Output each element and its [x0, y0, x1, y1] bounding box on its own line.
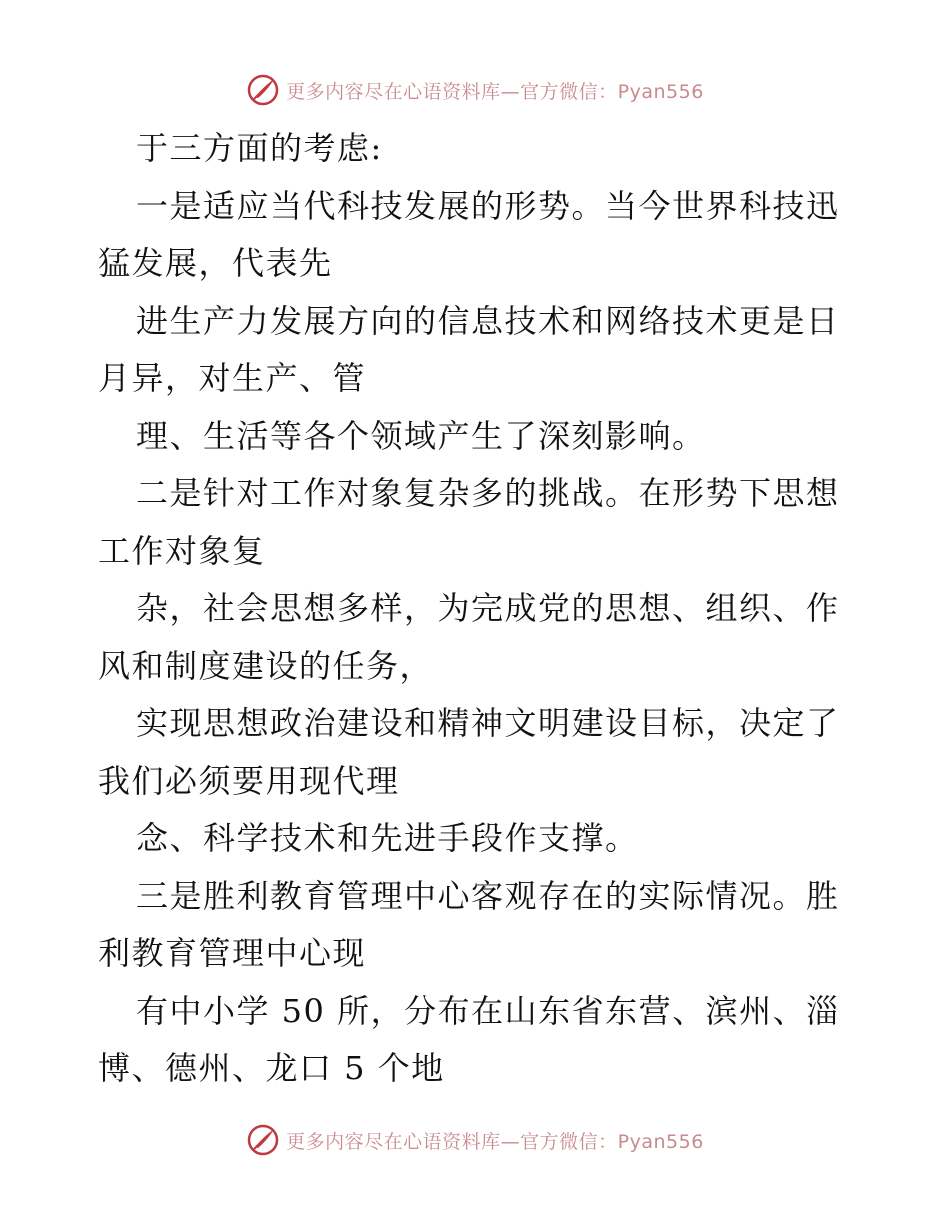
- quill-pen-logo-icon: [246, 73, 280, 107]
- text-line: 博、德州、龙口 5 个地: [98, 1049, 445, 1087]
- text-line: 三是胜利教育管理中心客观存在的实际情况。胜: [136, 876, 840, 915]
- watermark-text: 更多内容尽在心语资料库—官方微信：Pyan556: [286, 80, 704, 103]
- text-line: 于三方面的考虑:: [136, 129, 383, 167]
- quill-pen-logo-icon: [246, 1123, 280, 1157]
- text-line: 一是适应当代科技发展的形势。当今世界科技迅: [136, 186, 840, 225]
- text-line: 月异，对生产、管: [98, 359, 367, 397]
- text-line: 杂，社会思想多样，为完成党的思想、组织、作: [136, 589, 840, 627]
- text-line: 理、生活等各个领域产生了深刻影响。: [136, 416, 706, 455]
- footer-watermark: [0, 1120, 950, 1160]
- text-line: 有中小学 50 所，分布在山东省东营、滨州、淄: [136, 991, 840, 1030]
- text-line: 工作对象复: [98, 531, 266, 570]
- header-watermark: [0, 70, 950, 110]
- watermark-text: 更多内容尽在心语资料库—官方微信：Pyan556: [286, 1130, 704, 1153]
- document-body: [98, 120, 858, 1098]
- text-line: 二是针对工作对象复杂多的挑战。在形势下思想: [136, 474, 840, 512]
- text-line: 猛发展，代表先: [98, 244, 333, 282]
- text-line: 我们必须要用现代理: [98, 761, 400, 800]
- text-line: 实现思想政治建设和精神文明建设目标，决定了: [136, 704, 840, 742]
- text-line: 风和制度建设的任务，: [98, 646, 434, 685]
- text-line: 念、科学技术和先进手段作支撑。: [136, 819, 639, 857]
- text-line: 进生产力发展方向的信息技术和网络技术更是日: [136, 301, 840, 340]
- text-line: 利教育管理中心现: [98, 934, 367, 972]
